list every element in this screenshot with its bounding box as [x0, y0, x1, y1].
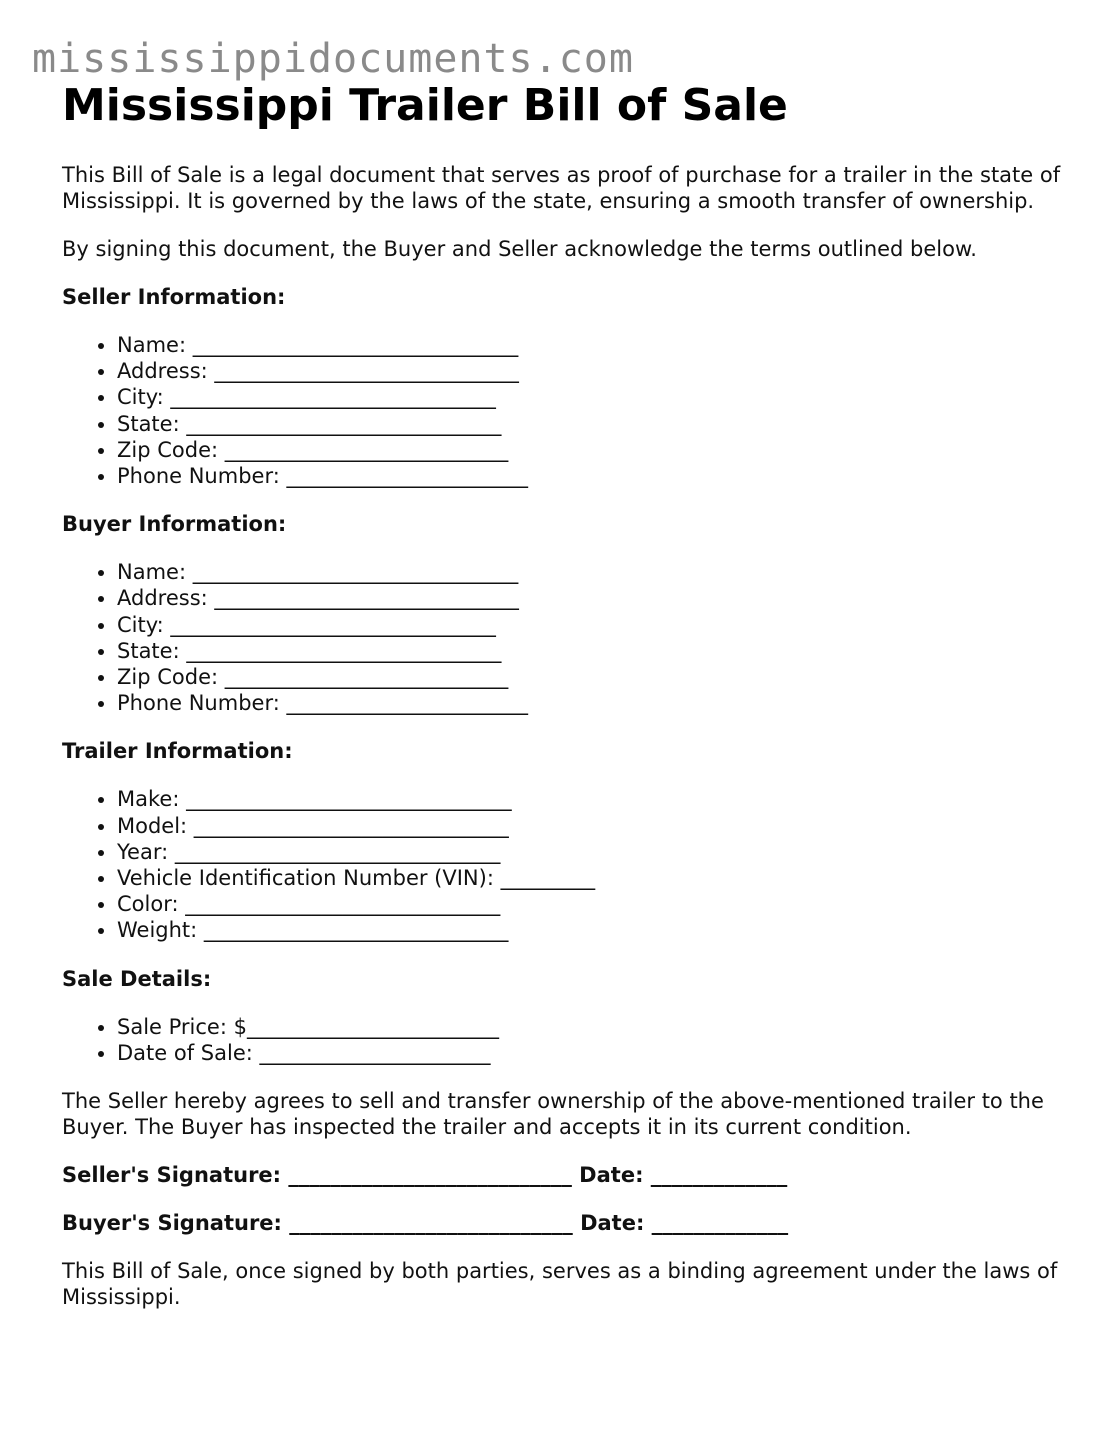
sale-heading: Sale Details: — [62, 966, 212, 991]
trailer-heading: Trailer Information: — [62, 739, 293, 764]
seller-heading: Seller Information: — [62, 285, 286, 309]
trailer-model-field: • Model: ______________________________ — [117, 813, 1062, 839]
agreement-paragraph: The Seller hereby agrees to sell and transfer ownership of the above-mentioned trailer to the Buyer. The Buyer has inspected the trailer and accepts it in its current condition. — [62, 1089, 1044, 1140]
sale-list — [62, 1014, 1062, 1066]
buyer-zip-field: • Zip Code: ___________________________ — [117, 664, 1062, 690]
trailer-vin-field: • Vehicle Identification Number (VIN): _________ — [117, 865, 1062, 891]
trailer-weight-field: • Weight: _____________________________ — [117, 917, 1062, 943]
buyer-address-field: • Address: _____________________________ — [117, 585, 1062, 611]
buyer-phone-field: • Phone Number: _______________________ — [117, 690, 1062, 716]
buyer-list — [62, 559, 1062, 716]
document-body — [62, 80, 1062, 1310]
trailer-make-field: • Make: _______________________________ — [117, 786, 1062, 812]
seller-state-field: • State: ______________________________ — [117, 411, 1062, 437]
buyer-state-field: • State: ______________________________ — [117, 638, 1062, 664]
seller-phone-field: • Phone Number: _______________________ — [117, 463, 1062, 489]
acknowledge-paragraph: By signing this document, the Buyer and Seller acknowledge the terms outlined below. — [62, 237, 977, 261]
watermark: mississippidocuments.com — [32, 36, 634, 82]
seller-zip-field: • Zip Code: ___________________________ — [117, 437, 1062, 463]
seller-address-field: • Address: _____________________________ — [117, 358, 1062, 384]
page-title: Mississippi Trailer Bill of Sale — [62, 80, 788, 131]
buyer-heading: Buyer Information: — [62, 512, 287, 537]
closing-paragraph: This Bill of Sale, once signed by both parties, serves as a binding agreement under the laws of Mississippi. — [62, 1259, 1058, 1310]
buyer-signature-line: Buyer's Signature: ___________________________ Date: _____________ — [62, 1211, 789, 1236]
buyer-city-field: • City: _______________________________ — [117, 612, 1062, 638]
buyer-name-field: • Name: _______________________________ — [117, 559, 1062, 585]
seller-name-field: • Name: _______________________________ — [117, 332, 1062, 358]
trailer-color-field: • Color: ______________________________ — [117, 891, 1062, 917]
seller-city-field: • City: _______________________________ — [117, 384, 1062, 410]
sale-date-field: • Date of Sale: ______________________ — [117, 1040, 1062, 1066]
trailer-list — [62, 786, 1062, 943]
intro-paragraph: This Bill of Sale is a legal document that serves as proof of purchase for a trailer in the state of Mississippi. It is governed by the laws of the state, ensuring a smooth transfer of ownership. — [62, 163, 1061, 213]
sale-price-field: • Sale Price: $________________________ — [117, 1014, 1062, 1040]
seller-signature-line: Seller's Signature: ___________________________ Date: _____________ — [62, 1163, 788, 1188]
trailer-year-field: • Year: _______________________________ — [117, 839, 1062, 865]
seller-list — [62, 332, 1062, 489]
